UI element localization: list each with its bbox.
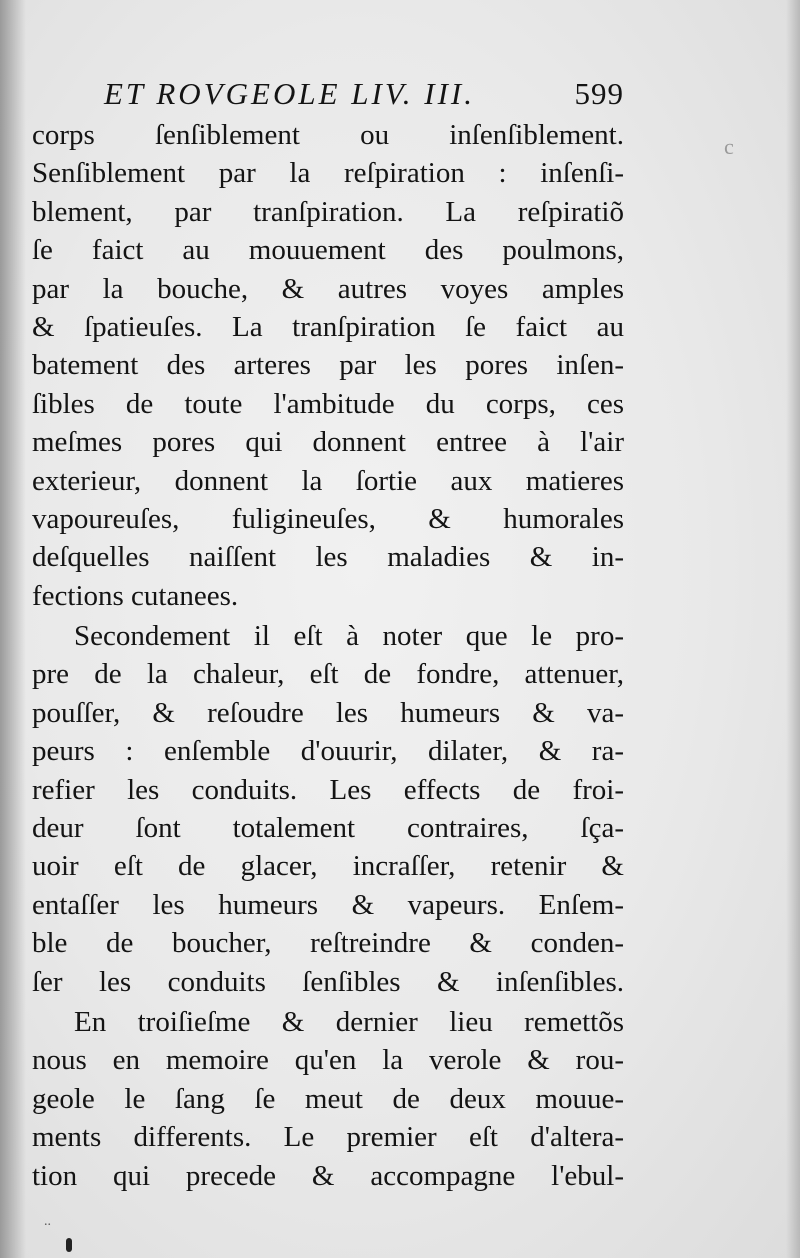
text-line: entaſſer les humeurs & vapeurs. Enſem- <box>32 888 624 921</box>
text-line: Senſiblement par la reſpiration : inſenſi- <box>32 157 624 190</box>
page-header <box>104 76 624 120</box>
paragraph-3 <box>32 1003 624 1195</box>
text-line: blement, par tranſpiration. La reſpiratiõ <box>32 195 624 228</box>
text-line: nous en memoire qu'en la verole & rou- <box>32 1044 624 1077</box>
text-line: tion qui precede & accompagne l'ebul- <box>32 1159 624 1192</box>
text-line: par la bouche, & autres voyes amples <box>32 272 624 305</box>
running-head: ET ROVGEOLE LIV. III. <box>104 76 475 111</box>
page-number: 599 <box>574 76 624 111</box>
margin-bleed-mark: c <box>724 134 734 159</box>
text-line: corps ſenſiblement ou inſenſiblement. <box>32 119 624 151</box>
text-line: pre de la chaleur, eſt de fondre, attenuer, <box>32 658 624 691</box>
ink-blot <box>66 1238 72 1252</box>
text-line: ſibles de toute l'ambitude du corps, ces <box>32 387 624 420</box>
text-line: En troiſieſme & dernier lieu remettõs <box>74 1005 624 1038</box>
text-line: vapoureuſes, fuligineuſes, & humorales <box>32 502 624 535</box>
ink-speck: .. <box>44 1214 51 1229</box>
text-line: refier les conduits. Les effects de froi- <box>32 773 624 806</box>
text-line: pouſſer, & reſoudre les humeurs & va- <box>32 696 624 729</box>
text-line: ſe faict au mouuement des poulmons, <box>32 234 624 267</box>
text-line: ments differents. Le premier eſt d'altera- <box>32 1121 624 1154</box>
text-line: peurs : enſemble d'ouurir, dilater, & ra- <box>32 735 624 768</box>
text-line: Secondement il eſt à noter que le pro- <box>74 620 624 653</box>
text-line: fections cutanees. <box>32 579 239 612</box>
text-line: deſquelles naiſſent les maladies & in- <box>32 541 624 574</box>
text-line: meſmes pores qui donnent entree à l'air <box>32 426 624 459</box>
text-line: ble de boucher, reſtreindre & conden- <box>32 927 624 960</box>
text-line: uoir eſt de glacer, incraſſer, retenir & <box>32 850 624 883</box>
text-line: & ſpatieuſes. La tranſpiration ſe faict au <box>32 310 624 343</box>
body-text <box>32 116 624 1195</box>
page-edge-shadow <box>786 0 800 1258</box>
text-line: batement des arteres par les pores inſen- <box>32 349 624 382</box>
paragraph-2 <box>32 617 624 1001</box>
text-line: geole le ſang ſe meut de deux mouue- <box>32 1082 624 1115</box>
paragraph-1 <box>32 116 624 615</box>
text-line: ſer les conduits ſenſibles & inſenſibles. <box>32 965 624 998</box>
text-line: deur ſont totalement contraires, ſça- <box>32 812 624 845</box>
text-line: exterieur, donnent la ſortie aux matieres <box>32 464 624 497</box>
page-gutter-shadow <box>0 0 26 1258</box>
